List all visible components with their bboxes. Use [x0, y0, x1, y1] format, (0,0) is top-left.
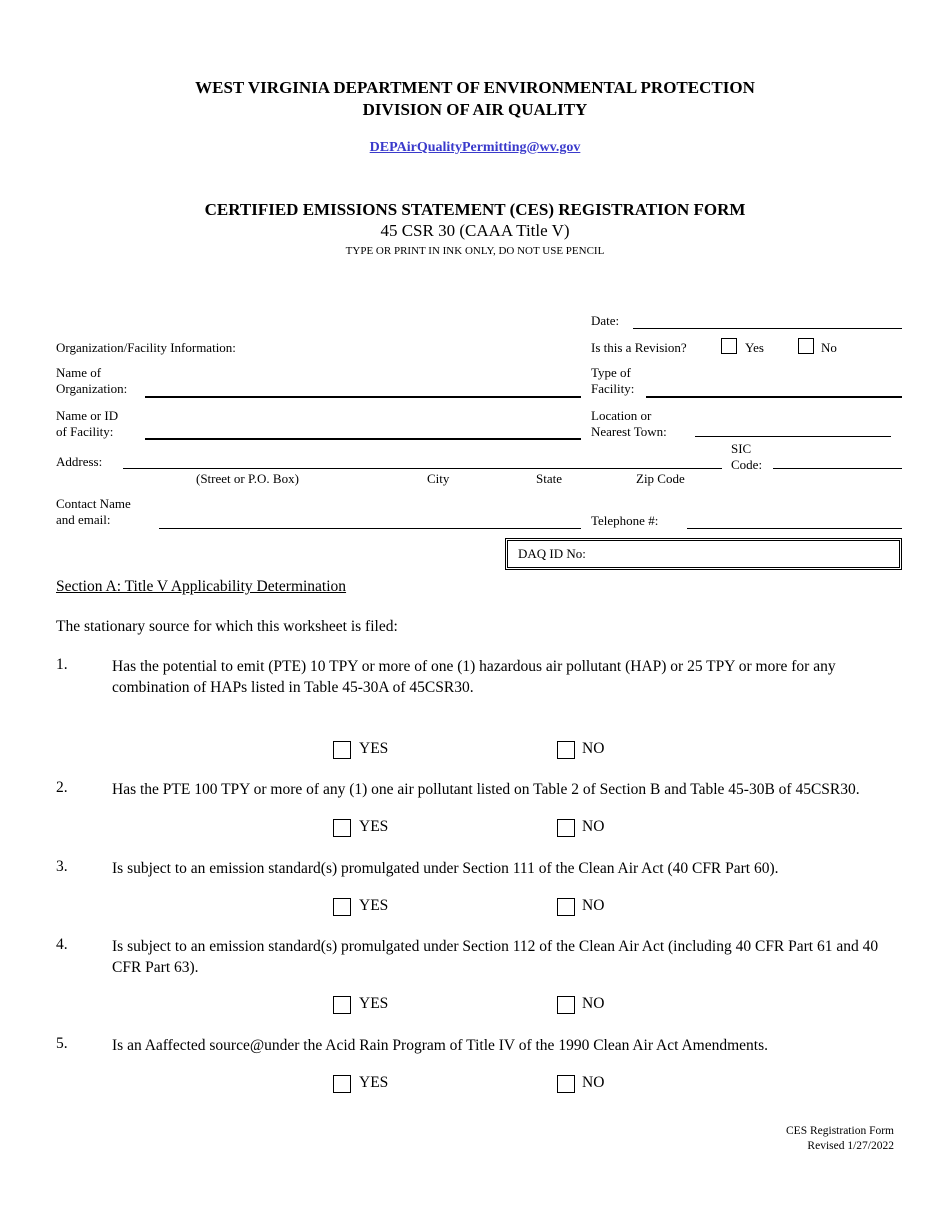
q1-no-label: NO — [582, 740, 605, 757]
q5-yes-checkbox[interactable] — [333, 1075, 351, 1093]
telephone-field[interactable] — [687, 528, 902, 529]
q2-yes-checkbox[interactable] — [333, 819, 351, 837]
question-number: 5. — [56, 1035, 68, 1052]
facility-id-field[interactable] — [145, 438, 581, 440]
footer-form-name: CES Registration Form — [786, 1125, 894, 1137]
facility-type-field[interactable] — [646, 396, 902, 398]
section-a-heading: Section A: Title V Applicability Determination — [56, 578, 347, 595]
org-name-label: Name of Organization: — [56, 365, 128, 396]
address-state-caption: State — [536, 471, 562, 486]
org-info-label: Organization/Facility Information: — [56, 340, 236, 355]
email-link-wrap — [0, 138, 950, 156]
address-street-caption: (Street or P.O. Box) — [196, 471, 299, 486]
location-field[interactable] — [695, 436, 891, 437]
division-name: DIVISION OF AIR QUALITY — [362, 100, 588, 119]
footer — [786, 1124, 894, 1154]
date-field[interactable] — [633, 328, 902, 329]
date-label: Date: — [591, 313, 620, 328]
question-number: 4. — [56, 936, 68, 953]
contact-field[interactable] — [159, 528, 581, 529]
address-zip-caption: Zip Code — [636, 471, 685, 486]
question-number: 2. — [56, 779, 68, 796]
q1-yes-checkbox[interactable] — [333, 741, 351, 759]
facility-id-label: Name or ID of Facility: — [56, 408, 119, 439]
revision-label: Is this a Revision? — [591, 340, 687, 355]
q4-no-label: NO — [582, 995, 605, 1012]
q2-yes-label: YES — [359, 818, 389, 835]
q5-no-checkbox[interactable] — [557, 1075, 575, 1093]
q4-yes-checkbox[interactable] — [333, 996, 351, 1014]
revision-no-label: No — [821, 340, 837, 355]
section-a-intro: The stationary source for which this worksheet is filed: — [56, 618, 398, 635]
q1-yes-label: YES — [359, 740, 389, 757]
q2-no-label: NO — [582, 818, 605, 835]
q3-yes-label: YES — [359, 897, 389, 914]
sic-label: SIC Code: — [731, 441, 763, 472]
form-instruction: TYPE OR PRINT IN INK ONLY, DO NOT USE PENCIL — [345, 245, 605, 257]
agency-name: WEST VIRGINIA DEPARTMENT OF ENVIRONMENTAL PROTECTION — [195, 78, 755, 97]
daq-id-box[interactable] — [505, 538, 902, 570]
q5-no-label: NO — [582, 1074, 605, 1091]
contact-label: Contact Name and email: — [56, 496, 131, 527]
location-label: Location or Nearest Town: — [591, 408, 667, 439]
q3-no-checkbox[interactable] — [557, 898, 575, 916]
revision-yes-checkbox[interactable] — [721, 338, 737, 354]
q3-yes-checkbox[interactable] — [333, 898, 351, 916]
q4-no-checkbox[interactable] — [557, 996, 575, 1014]
daq-id-label: DAQ ID No: — [518, 546, 586, 561]
revision-no-checkbox[interactable] — [798, 338, 814, 354]
form-subtitle: 45 CSR 30 (CAAA Title V) — [380, 221, 570, 240]
q4-yes-label: YES — [359, 995, 389, 1012]
address-label: Address: — [56, 454, 103, 469]
question-number: 3. — [56, 858, 68, 875]
question-text: Has the PTE 100 TPY or more of any (1) one air pollutant listed on Table 2 of Section B and Table 45-30B of 45CSR30. — [112, 781, 860, 798]
sic-field[interactable] — [773, 468, 902, 469]
question-text: Is an Aaffected source@under the Acid Rain Program of Title IV of the 1990 Clean Air Act Amendments. — [112, 1037, 768, 1054]
q5-yes-label: YES — [359, 1074, 389, 1091]
revision-yes-label: Yes — [745, 340, 764, 355]
address-field[interactable] — [123, 468, 722, 469]
facility-type-label: Type of Facility: — [591, 365, 635, 396]
q2-no-checkbox[interactable] — [557, 819, 575, 837]
form-title: CERTIFIED EMISSIONS STATEMENT (CES) REGISTRATION FORM — [204, 200, 746, 219]
telephone-label: Telephone #: — [591, 513, 659, 528]
footer-revised-date: Revised 1/27/2022 — [807, 1140, 894, 1152]
question-number: 1. — [56, 656, 68, 673]
q1-no-checkbox[interactable] — [557, 741, 575, 759]
email-link[interactable]: DEPAirQualityPermitting@wv.gov — [369, 140, 581, 155]
org-name-field[interactable] — [145, 396, 581, 398]
question-text: Is subject to an emission standard(s) promulgated under Section 112 of the Clean Air Act (including 40 CFR Part 61 and 40 CFR Part 63). — [112, 938, 879, 976]
address-city-caption: City — [427, 471, 450, 486]
question-text: Has the potential to emit (PTE) 10 TPY or more of one (1) hazardous air pollutant (HAP) or 25 TPY or more for any combination of HAPs listed in Table 45-30A of 45CSR30. — [112, 658, 836, 696]
question-text: Is subject to an emission standard(s) promulgated under Section 111 of the Clean Air Act (40 CFR Part 60). — [112, 860, 779, 877]
q3-no-label: NO — [582, 897, 605, 914]
